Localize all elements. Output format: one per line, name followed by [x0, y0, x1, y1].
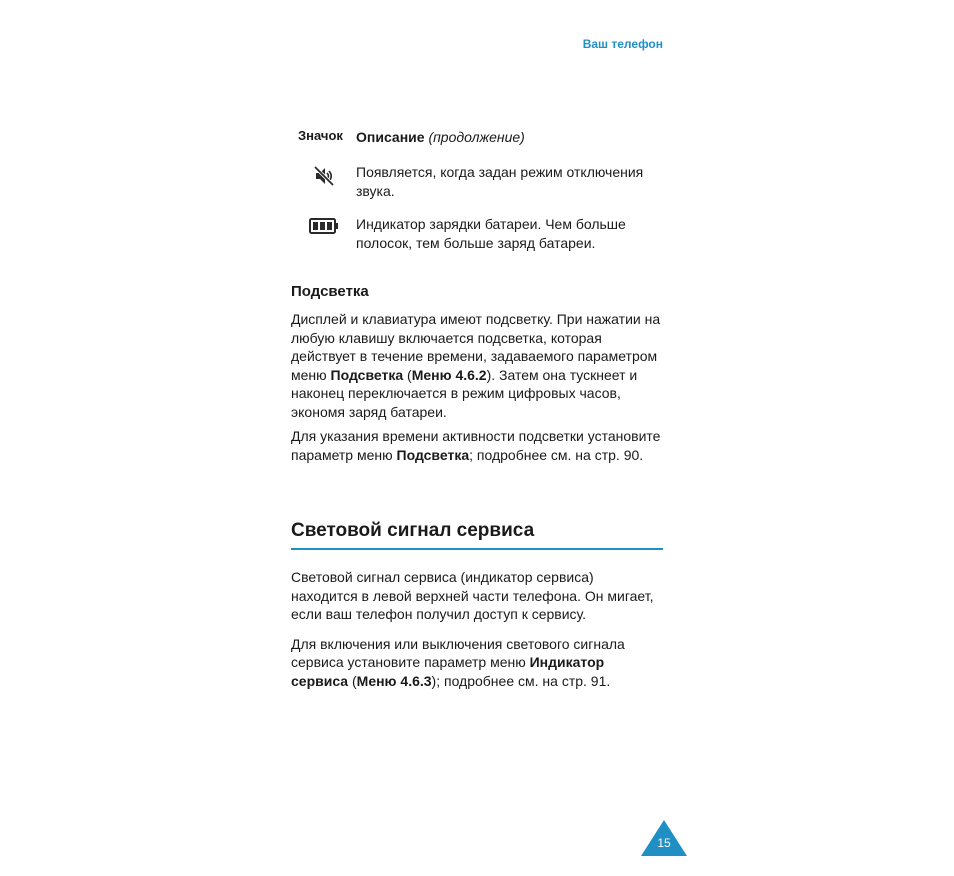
running-header: Ваш телефон [582, 37, 663, 51]
service-light-paragraph-1: Световой сигнал сервиса (индикатор сервиса) находится в левой верхней части телефона. Он мигает, если ваш телефон получил доступ к сервису. [291, 569, 654, 622]
menu-name-service-indicator: Индикатор сервиса [291, 654, 605, 689]
menu-number: Меню 4.6.3 [356, 672, 432, 689]
menu-name-backlight: Подсветка [396, 446, 470, 463]
icon-column-header: Значок [298, 128, 343, 143]
description-column-header [356, 128, 672, 147]
battery-icon [309, 217, 339, 240]
backlight-paragraph-2: Для указания времени активности подсветки установите параметр меню Подсветка; подробнее см. на стр. 90. [291, 428, 661, 463]
menu-number: Меню 4.6.2 [411, 366, 487, 383]
icon-description: Индикатор зарядки батареи. Чем больше полосок, тем больше заряд батареи. [356, 216, 626, 251]
mute-speaker-icon [313, 165, 335, 192]
icon-description: Появляется, когда задан режим отключения звука. [356, 164, 644, 199]
backlight-heading: Подсветка [291, 283, 369, 300]
backlight-section [291, 283, 663, 470]
page-number-badge [641, 820, 687, 856]
icon-table-header [292, 128, 672, 147]
description-header-label: Описание [356, 129, 425, 145]
page-number: 15 [657, 836, 671, 850]
description-header-note: (продолжение) [428, 129, 525, 145]
icon-table-row [292, 163, 672, 201]
service-light-paragraph-2: Для включения или выключения светового сигнала сервиса установите параметр меню Индикатор сервиса (Меню 4.6.3); подробнее см. на стр. 91. [291, 635, 625, 689]
backlight-paragraph-1: Дисплей и клавиатура имеют подсветку. При нажатии на любую клавишу включается подсветка, которая действует в течение времени, задаваемого параметром меню Подсветка (Меню 4.6.2). Затем она тускнеет и наконец переключается в режим цифровых часов, экономя заряд батареи. [291, 311, 661, 420]
service-light-heading: Световой сигнал сервиса [291, 520, 663, 550]
menu-name-backlight: Подсветка [330, 366, 404, 383]
service-light-section [291, 520, 663, 696]
icon-table-row [292, 215, 672, 253]
icon-table [292, 128, 672, 267]
